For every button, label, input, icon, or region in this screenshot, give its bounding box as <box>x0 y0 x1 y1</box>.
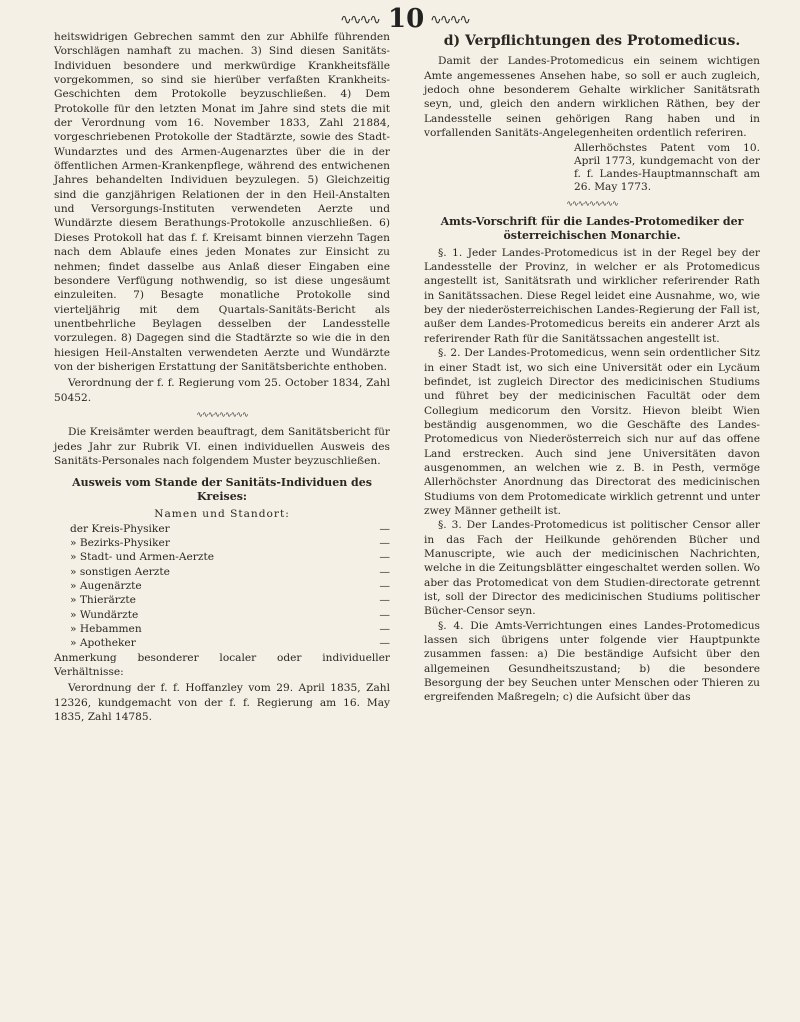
right-ornament: ∿∿∿∿ <box>430 12 469 28</box>
table-row: der Kreis-Physiker — <box>70 522 390 535</box>
table-row: » Wundärzte — <box>70 608 390 621</box>
section-heading: d) Verpflichtungen des Protomedicus. <box>443 33 741 49</box>
section-3: §. 3. Der Landes-Protomedicus ist politischer Censor aller in das Fach der Heilkunde gehörenden Bücher und Manuscripte, wie auch der medicinischen Nachrichten, welche in die Zeitungsblätter eingeschaltet werden sollen. Wo aber das Protomedicat von dem Studien-directorate getrennt ist, soll der Director des medicinischen Studiums politischer Bücher-Censor seyn. <box>424 519 760 618</box>
personnel-table <box>54 522 390 651</box>
left-paragraph-2: Die Kreisämter werden beauftragt, dem Sanitätsbericht für jedes Jahr zur Rubrik VI. einen individuellen Ausweis des Sanitäts-Personales nach folgendem Muster beyzuschließen. <box>54 426 390 467</box>
section-1: §. 1. Jeder Landes-Protomedicus ist in der Regel bey der Landesstelle der Provinz, in welcher er als Protomedicus angestellt ist, Sanitätsrath und wirklicher referirender Rath in Sanitätssachen. Diese Regel leidet eine Ausnahme, wo, wie bey der niederösterreichischen Landes-Regierung der Fall ist, außer dem Landes-Protomedicus bereits ein anderer Arzt als referirender Rath für die Sanitätssachen angestellt ist. <box>424 246 760 345</box>
right-column <box>424 30 760 705</box>
left-paragraph-3: Anmerkung besonderer localer oder individueller Verhältnisse: <box>54 651 390 679</box>
table-subtitle: Namen und Standort: <box>154 508 290 521</box>
table-title: Ausweis vom Stande der Sanitäts-Individuen des Kreises: <box>72 476 372 504</box>
divider: ∿∿∿∿∿∿∿∿∿ <box>566 199 618 209</box>
left-ornament: ∿∿∿∿ <box>340 12 379 28</box>
left-paragraph-1: heitswidrigen Gebrechen sammt den zur Abhilfe führenden Vorschlägen namhaft zu machen. 3) Sind diesen Sanitäts-Individuen besondere und merkwürdige Krankheitsfälle vorgekommen, so sind sie hierüber verfaßten Krankheits-Geschichten dem Protokolle beyzuschließen. 4) Dem Protokolle für den letzten Monat im Jahre sind stets die mit der Verordnung vom 16. November 1833, Zahl 21884, vorgeschriebenen Protokolle der Stadtärzte, sowie des Stadt-Wundarztes und des Armen-Augenarztes über die in der öffentlichen Armen-Krankenpflege, während des entwichenen Jahres behandelten Individuen beyzulegen. 5) Gleichzeitig sind die ganzjährigen Relationen der in den Heil-Anstalten und Versorgungs-Instituten verwendeten Aerzte und Wundärzte diesem Berathungs-Protokolle anzuschließen. 6) Dieses Protokoll hat das f. f. Kreisamt binnen vierzehn Tagen nach dem Ablaufe eines jeden Monates zur Einsicht zu nehmen; findet dasselbe aus Anlaß dieser Eingaben eine besondere Verfügung nothwendig, so ist diese ungesäumt einzuleiten. 7) Besagte monatliche Protokolle sind vierteljährig mit dem Quartals-Sanitäts-Bericht als unentbehrliche Beylagen desselben der Landesstelle vorzulegen. 8) Dagegen sind die Stadtärzte so wie die in den hiesigen Heil-Anstalten verwendeten Aerzte und Wundärzte von der bisherigen Erstattung der Sanitätsberichte enthoben. <box>54 31 390 373</box>
left-signature-1: Verordnung der f. f. Regierung vom 25. October 1834, Zahl 50452. <box>54 377 390 404</box>
regulation-title: Amts-Vorschrift für die Landes-Protomediker der österreichischen Monarchie. <box>440 214 744 242</box>
section-4: §. 4. Die Amts-Verrichtungen eines Landes-Protomedicus lassen sich übrigens unter folgende vier Hauptpunkte zusammen fassen: a) Die beständige Aufsicht über den allgemeinen Gesundheitszustand; b) die besondere Besorgung der bey Seuchen unter Menschen oder Thieren zu ergreifenden Maßregeln; c) die Aufsicht über das <box>424 619 760 704</box>
table-row: » sonstigen Aerzte — <box>70 565 390 578</box>
table-row: » Hebammen — <box>70 623 390 636</box>
page-number: 10 <box>388 4 425 34</box>
divider: ∿∿∿∿∿∿∿∿∿ <box>196 409 248 419</box>
table-row: » Apotheker — <box>70 637 390 650</box>
table-row: » Augenärzte — <box>70 580 390 593</box>
right-signature: Allerhöchstes Patent vom 10. April 1773, kundgemacht von der f. f. Landes-Hauptmannschaft am 26. May 1773. <box>574 142 760 194</box>
section-2: §. 2. Der Landes-Protomedicus, wenn sein ordentlicher Sitz in einer Stadt ist, wo sich eine Universität oder ein Lycäum befindet, ist zugleich Director des medicinischen Studiums und führet bey der medicinischen Facultät oder dem Collegium medicorum den Vorsitz. Hievon bleibt Wien beständig ausgenommen, wo die Geschäfte des Landes-Protomedicus von Niederösterreich sich nur auf das offene Land erstrecken. Auch sind jene Universitäten davon ausgenommen, an welchen wie z. B. in Pesth, vermöge Allerhöchster Anordnung das Directorat des medicinischen Studiums von dem Protomedicate wirklich getrennt und unter zwey Männer getheilt ist. <box>424 347 760 517</box>
left-column <box>54 30 390 724</box>
table-row: » Bezirks-Physiker — <box>70 537 390 549</box>
table-row: » Stadt- und Armen-Aerzte — <box>70 551 390 564</box>
left-signature-2: Verordnung der f. f. Hoffanzley vom 29. April 1835, Zahl 12326, kundgemacht von der f. f. Regierung am 16. May 1835, Zahl 14785. <box>54 682 390 724</box>
table-row: » Thierärzte — <box>70 594 390 607</box>
right-paragraph-1: Damit der Landes-Protomedicus ein seinem wichtigen Amte angemessenes Ansehen habe, so soll er auch zugleich, jedoch ohne besonderem Gehalte wirklicher Sanitätsrath seyn, und, gleich den andern wirklichen Räthen, bey der Landesstelle seinen gehörigen Rang haben und in vorfallenden Sanitäts-Angelegenheiten ordentlich referiren. <box>424 55 760 140</box>
